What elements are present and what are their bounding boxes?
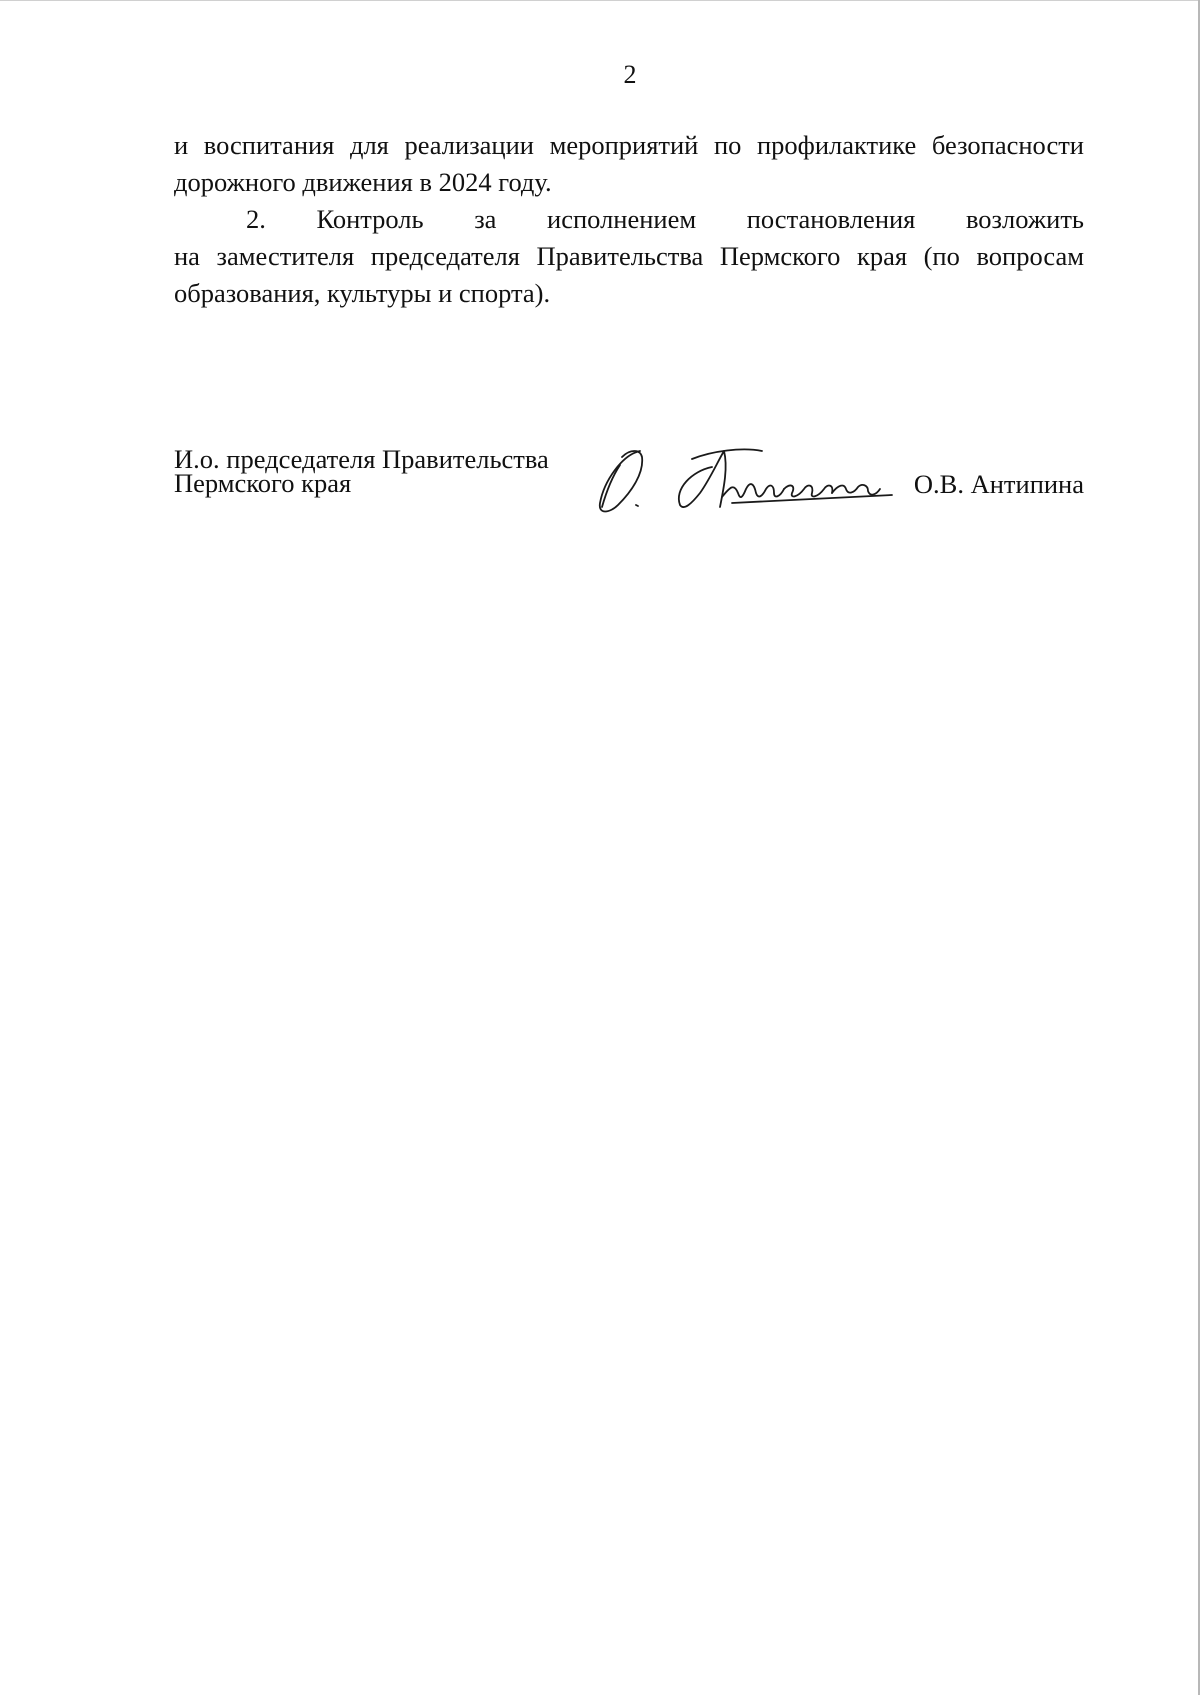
paragraph-2-line-2: на заместителя председателя Правительства Пермского края (по вопросам	[174, 241, 1084, 271]
paragraph-1-line-2: дорожного движения в 2024 году.	[174, 167, 552, 197]
paragraph-2-line-3: образования, культуры и спорта).	[174, 278, 551, 308]
signatory-name: О.В. Антипина	[913, 469, 1084, 499]
document-body	[174, 127, 1084, 312]
page-number: 2	[623, 60, 637, 89]
signatory-position-line-1: И.о. председателя Правительства	[174, 444, 549, 474]
scan-edge-top	[0, 0, 1200, 1]
signatory-position	[174, 444, 549, 498]
paragraph-1-line-1: и воспитания для реализации мероприятий по профилактике безопасности	[174, 130, 1084, 160]
signature-block	[174, 444, 1084, 527]
paragraph-1	[174, 127, 1084, 201]
paragraph-2	[174, 201, 1084, 312]
paragraph-2-line-1: 2. Контроль за исполнением постановления возложить	[246, 204, 1084, 234]
signatory-position-line-2: Пермского края	[174, 468, 352, 498]
